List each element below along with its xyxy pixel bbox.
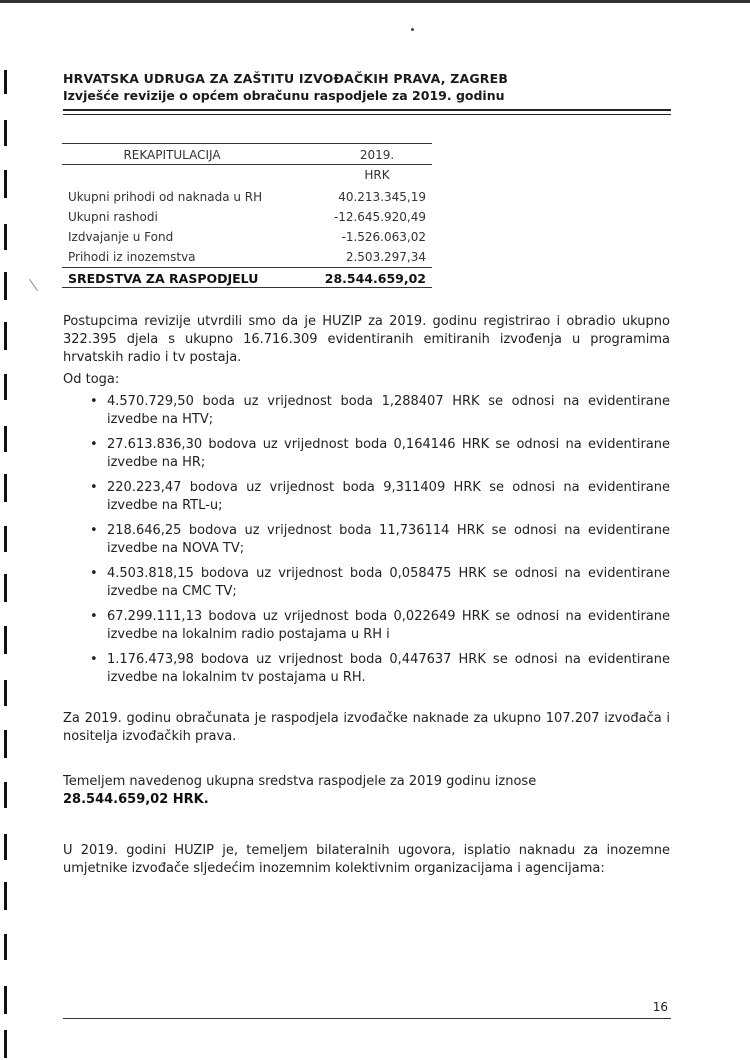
list-item-text: 67.299.111,13 bodova uz vrijednost boda 0,022649 HRK se odnosi na evidentirane izvedbe na lokalnim radio postajama u RH i — [107, 609, 670, 642]
table-row — [62, 230, 432, 250]
bullet-icon: • — [90, 652, 98, 667]
total-paragraph-text: Temeljem navedenog ukupna sredstva raspodjele za 2019 godinu iznose — [63, 774, 537, 789]
row-value: -1.526.063,02 — [341, 230, 426, 244]
report-title: Izvješće revizije o općem obračunu raspodjele za 2019. godinu — [63, 88, 505, 103]
table-rule — [62, 267, 432, 268]
row-label: Ukupni rashodi — [68, 210, 158, 224]
row-label: Prihodi iz inozemstva — [68, 250, 196, 264]
row-label: Izdvajanje u Fond — [68, 230, 174, 244]
scan-speck — [411, 28, 414, 31]
list-item — [63, 393, 670, 429]
total-value: 28.544.659,02 — [324, 271, 426, 286]
list-item — [63, 436, 670, 472]
bullet-icon: • — [90, 566, 98, 581]
list-item — [63, 479, 670, 515]
header-rule-thin — [63, 114, 671, 115]
list-item — [63, 608, 670, 644]
table-rule — [62, 143, 432, 144]
row-value: -12.645.920,49 — [333, 210, 426, 224]
bullet-icon: • — [90, 523, 98, 538]
table-currency: HRK — [364, 168, 390, 182]
scan-mark — [29, 279, 38, 291]
page-number: 16 — [652, 1000, 668, 1014]
table-rule — [62, 164, 432, 165]
row-value: 40.213.345,19 — [338, 190, 426, 204]
table-row — [62, 210, 432, 230]
of-which-label: Od toga: — [63, 372, 120, 387]
table-total-row — [62, 271, 432, 291]
list-item — [63, 565, 670, 601]
row-label: Ukupni prihodi od naknada u RH — [68, 190, 263, 204]
intro-paragraph: Postupcima revizije utvrdili smo da je HUZIP za 2019. godinu registrirao i obradio ukupno 322.395 djela s ukupno 16.716.309 evidentiranih emitiranih izvođenja u programima hrvatskih radio i tv postaja. — [63, 314, 670, 365]
scan-top-edge — [0, 0, 750, 3]
row-value: 2.503.297,34 — [345, 250, 426, 264]
footer-rule — [63, 1018, 671, 1019]
list-item-text: 4.570.729,50 boda uz vrijednost boda 1,288407 HRK se odnosi na evidentirane izvedbe na HTV; — [107, 394, 670, 427]
table-header-year: 2019. — [359, 148, 395, 162]
table-currency-row — [62, 168, 432, 188]
list-item-text: 220.223,47 bodova uz vrijednost boda 9,311409 HRK se odnosi na evidentirane izvedbe na RTL-u; — [107, 480, 670, 513]
bullet-icon: • — [90, 437, 98, 452]
list-item — [63, 522, 670, 558]
distribution-paragraph: Za 2019. godinu obračunata je raspodjela izvođačke naknade za ukupno 107.207 izvođača i nositelja izvođačkih prava. — [63, 711, 670, 744]
list-item-text: 218.646,25 bodova uz vrijednost boda 11,736114 HRK se odnosi na evidentirane izvedbe na NOVA TV; — [107, 523, 670, 556]
organization-name: HRVATSKA UDRUGA ZA ZAŠTITU IZVOĐAČKIH PRAVA, ZAGREB — [63, 71, 509, 86]
bullet-icon: • — [90, 480, 98, 495]
binding-marks — [0, 60, 10, 1060]
table-header-row — [62, 148, 432, 168]
total-label: SREDSTVA ZA RASPODJELU — [68, 271, 259, 286]
total-paragraph — [63, 773, 670, 809]
table-rule — [62, 287, 432, 288]
table-row — [62, 190, 432, 210]
list-item-text: 4.503.818,15 bodova uz vrijednost boda 0,058475 HRK se odnosi na evidentirane izvedbe na CMC TV; — [107, 566, 670, 599]
header-rule — [63, 109, 671, 111]
total-amount: 28.544.659,02 HRK. — [63, 792, 209, 807]
bullet-icon: • — [90, 394, 98, 409]
list-item — [63, 651, 670, 687]
document-header — [63, 70, 673, 104]
list-item-text: 1.176.473,98 bodova uz vrijednost boda 0,447637 HRK se odnosi na evidentirane izvedbe na lokalnim tv postajama u RH. — [107, 652, 670, 685]
foreign-paragraph: U 2019. godini HUZIP je, temeljem bilateralnih ugovora, isplatio naknadu za inozemne umjetnike izvođače sljedećim inozemnim kolektivnim organizacijama i agencijama: — [63, 843, 670, 876]
bullet-list — [63, 393, 670, 694]
table-header-label: REKAPITULACIJA — [123, 148, 221, 162]
list-item-text: 27.613.836,30 bodova uz vrijednost boda 0,164146 HRK se odnosi na evidentirane izvedbe na HR; — [107, 437, 670, 470]
bullet-icon: • — [90, 609, 98, 624]
